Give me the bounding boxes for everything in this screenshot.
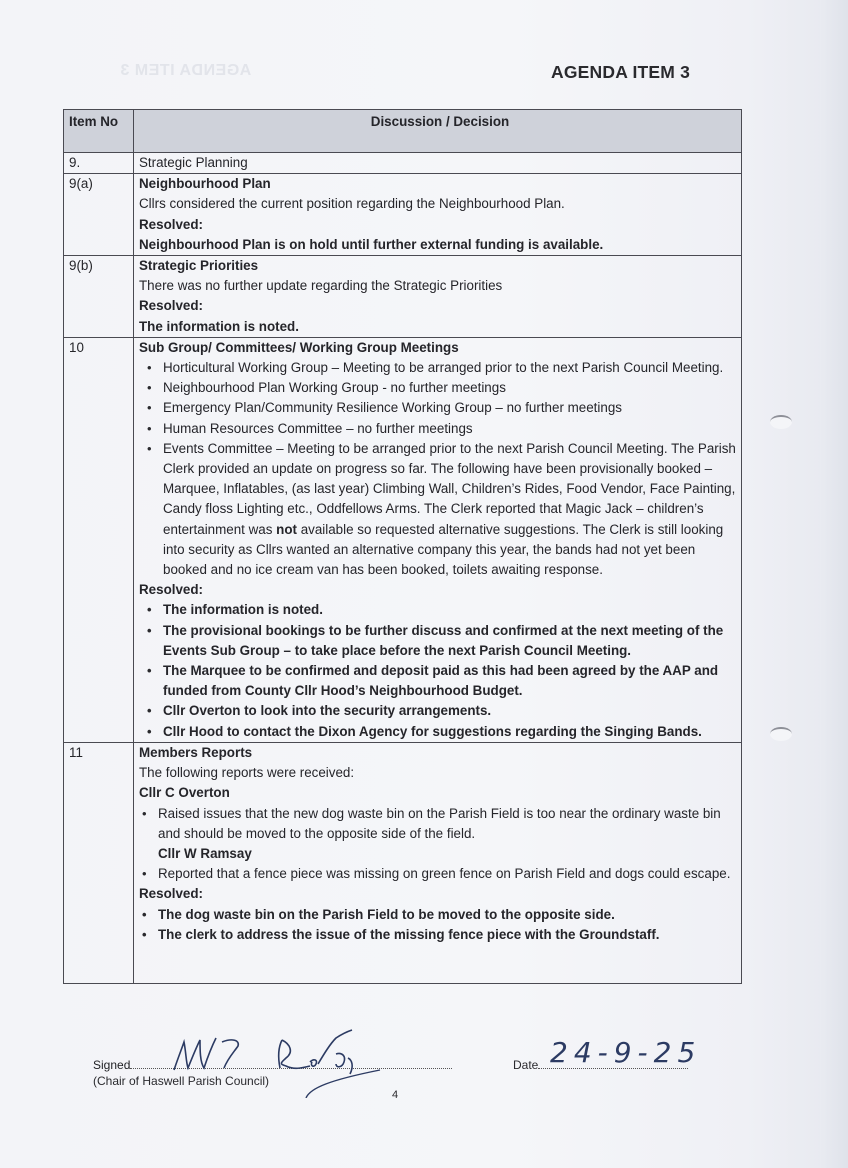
table-row — [64, 337, 742, 742]
item-title: Members Reports — [139, 744, 253, 760]
member-report: Raised issues that the new dog waste bin on the Parish Field is too near the ordinary waste bin and should be moved to the opposite side of the field. — [158, 805, 721, 841]
member-name: Cllr C Overton — [139, 785, 230, 801]
table-row — [64, 256, 742, 338]
list-item: • Horticultural Working Group – Meeting to be arranged prior to the next Parish Council Meeting. — [163, 358, 741, 378]
handwritten-signature — [160, 1018, 420, 1098]
item-body: There was no further update regarding the Strategic Priorities — [139, 278, 503, 294]
item-intro: The following reports were received: — [139, 765, 355, 781]
table-row — [64, 174, 742, 256]
list-item: • Reported that a fence piece was missing on green fence on Parish Field and dogs could escape. — [158, 864, 741, 884]
bleed-through-header: AGENDA ITEM 3 — [120, 62, 252, 79]
list-item: • The provisional bookings to be further discuss and confirmed at the next meeting of the Events Sub Group – to take place before the next Parish Council Meeting. — [163, 621, 741, 661]
list-item: • The Marquee to be confirmed and deposit paid as this had been agreed by the AAP and funded from County Cllr Hood’s Neighbourhood Budget. — [163, 661, 741, 701]
punch-hole — [770, 727, 792, 741]
agenda-item-header: AGENDA ITEM 3 — [551, 62, 691, 82]
resolved-list — [139, 905, 741, 945]
member-name: Cllr W Ramsay — [158, 845, 252, 861]
table-header-row — [64, 110, 742, 153]
item-title: Neighbourhood Plan — [139, 176, 271, 192]
item-number: 9(a) — [64, 174, 134, 256]
page-number: 4 — [392, 1089, 399, 1101]
column-header-discussion: Discussion / Decision — [134, 110, 742, 153]
resolved-text: Neighbourhood Plan is on hold until further external funding is available. — [139, 236, 604, 252]
item-content — [134, 174, 742, 256]
resolved-list — [139, 600, 741, 741]
list-item — [163, 439, 741, 580]
member-report-list — [139, 804, 741, 885]
list-item: • Cllr Hood to contact the Dixon Agency for suggestions regarding the Singing Bands. — [163, 722, 741, 742]
item-content — [134, 337, 742, 742]
list-item: • Emergency Plan/Community Resilience Working Group – no further meetings — [163, 398, 741, 418]
item-number: 9. — [64, 153, 134, 174]
item-content — [134, 256, 742, 338]
item-title: Strategic Planning — [134, 153, 742, 174]
item-title: Strategic Priorities — [139, 258, 259, 274]
list-item: • Cllr Overton to look into the security arrangements. — [163, 701, 741, 721]
list-item: • The dog waste bin on the Parish Field to be moved to the opposite side. — [158, 905, 741, 925]
handwritten-date-text: 24-9-25 — [550, 1036, 702, 1069]
resolved-text: The information is noted. — [139, 318, 299, 334]
column-header-item-no: Item No — [64, 110, 134, 153]
meetings-list — [139, 358, 741, 580]
item-content — [134, 742, 742, 983]
chair-label: (Chair of Haswell Parish Council) — [93, 1074, 270, 1088]
item-number: 9(b) — [64, 256, 134, 338]
item-title: Sub Group/ Committees/ Working Group Meetings — [139, 339, 459, 355]
list-item: • Human Resources Committee – no further meetings — [163, 419, 741, 439]
events-detail-emphasis: not — [276, 521, 297, 537]
date-label: Date — [513, 1058, 539, 1072]
events-detail-part1: The Parish Clerk provided an update on progress so far. The following have been provisionally booked – Marquee, Inflatables, (as last year) Climbing Wall, Children’s Rides, Food Vendor, Face Painting, Candy floss Lighting etc., Oddfellows Arms. The Clerk reported that Magic Jack – children’s entertainment was — [163, 440, 736, 537]
resolved-label: Resolved: — [139, 582, 203, 598]
list-item: • The information is noted. — [163, 600, 741, 620]
item-number: 11 — [64, 742, 134, 983]
item-number: 10 — [64, 337, 134, 742]
resolved-label: Resolved: — [139, 886, 203, 902]
list-item: • Neighbourhood Plan Working Group - no further meetings — [163, 378, 741, 398]
item-body: Cllrs considered the current position regarding the Neighbourhood Plan. — [139, 196, 565, 212]
handwritten-date — [538, 1028, 758, 1078]
list-item: • The clerk to address the issue of the missing fence piece with the Groundstaff. — [158, 925, 741, 945]
signed-label: Signed — [93, 1058, 131, 1072]
page-edge-shadow — [820, 0, 848, 1168]
punch-hole — [770, 415, 792, 429]
resolved-label: Resolved: — [139, 216, 203, 232]
minutes-table — [63, 109, 742, 984]
table-row — [64, 742, 742, 983]
table-row — [64, 153, 742, 174]
events-committee-line: Events Committee – Meeting to be arranged prior to the next Parish Council Meeting. — [163, 440, 668, 456]
list-item — [158, 804, 741, 865]
resolved-label: Resolved: — [139, 298, 203, 314]
events-detail-part2: available so requested alternative suggestions. The Clerk is still looking into security as Cllrs wanted an alternative company this year, the bands had not yet been booked and no ice cream van has been booked, toilets awaiting response. — [163, 521, 724, 578]
